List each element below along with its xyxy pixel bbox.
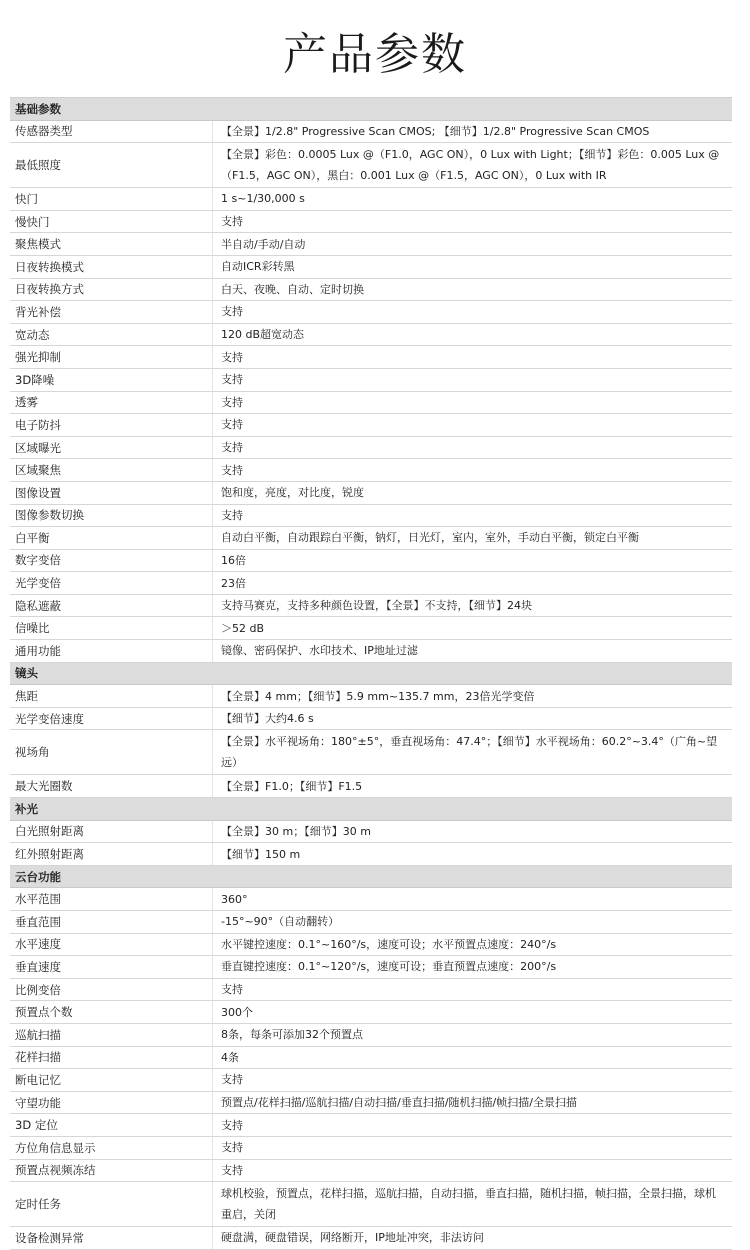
row-label: 传感器类型	[10, 121, 213, 143]
row-label: 宽动态	[10, 324, 213, 346]
table-row	[10, 911, 732, 934]
table-row	[10, 1137, 732, 1160]
row-label: 强光抑制	[10, 346, 213, 368]
row-value: -15°~90°（自动翻转）	[221, 915, 340, 929]
row-value: 支持	[221, 1141, 243, 1155]
table-row	[10, 482, 732, 505]
row-value: 支持马赛克，支持多种颜色设置，【全景】不支持，【细节】24块	[221, 599, 532, 613]
section-header: 补光	[10, 798, 732, 821]
row-label: 3D降噪	[10, 369, 213, 391]
page-title: 产品参数	[283, 29, 467, 80]
table-row	[10, 324, 732, 347]
table-row	[10, 188, 732, 211]
row-label: 3D 定位	[10, 1114, 213, 1136]
table-row	[10, 1047, 732, 1070]
row-label: 透雾	[10, 392, 213, 414]
row-value: 支持	[221, 1118, 243, 1132]
table-row	[10, 505, 732, 528]
table-row	[10, 1024, 732, 1047]
table-row	[10, 414, 732, 437]
table-row	[10, 211, 732, 234]
row-value: 8条，每条可添加32个预置点	[221, 1028, 363, 1042]
row-value: 硬盘满，硬盘错误，网络断开，IP地址冲突，非法访问	[221, 1231, 484, 1245]
table-row	[10, 550, 732, 573]
row-value: ＞52 dB	[221, 621, 265, 635]
section-header: 云台功能	[10, 866, 732, 889]
row-label: 预置点视频冻结	[10, 1160, 213, 1182]
row-label: 最低照度	[10, 143, 213, 187]
row-label: 快门	[10, 188, 213, 210]
row-label: 慢快门	[10, 211, 213, 233]
row-value: 支持	[221, 441, 243, 455]
table-row	[10, 1114, 732, 1137]
row-value: 支持	[221, 215, 243, 229]
row-value: 支持	[221, 1163, 243, 1177]
row-label: 方位角信息显示	[10, 1137, 213, 1159]
row-label: 图像参数切换	[10, 505, 213, 527]
row-label: 设备检测异常	[10, 1227, 213, 1249]
row-label: 光学变倍速度	[10, 708, 213, 730]
row-value: 【全景】彩色：0.0005 Lux @（F1.0，AGC ON），0 Lux with Light；【细节】彩色：0.005 Lux @（F1.5，AGC ON），黑白：0.001 Lux @（F1.5，AGC ON），0 Lux with IR	[221, 148, 720, 183]
table-row	[10, 730, 732, 775]
table-row	[10, 437, 732, 460]
table-row	[10, 301, 732, 324]
table-row	[10, 233, 732, 256]
row-value: 支持	[221, 373, 243, 387]
table-row	[10, 279, 732, 302]
row-label: 断电记忆	[10, 1069, 213, 1091]
table-row	[10, 640, 732, 663]
row-label: 预置点个数	[10, 1001, 213, 1023]
row-value: 支持	[221, 508, 243, 522]
row-label: 信噪比	[10, 617, 213, 639]
row-label: 视场角	[10, 730, 213, 774]
table-row	[10, 121, 732, 144]
row-value: 支持	[221, 395, 243, 409]
row-value: 120 dB超宽动态	[221, 328, 305, 342]
row-label: 最大光圈数	[10, 775, 213, 797]
row-label: 垂直范围	[10, 911, 213, 933]
row-value: 自动ICR彩转黑	[221, 260, 295, 274]
table-row	[10, 888, 732, 911]
row-label: 定时任务	[10, 1182, 213, 1226]
row-label: 红外照射距离	[10, 843, 213, 865]
table-row	[10, 956, 732, 979]
section-header: 镜头	[10, 663, 732, 686]
table-row	[10, 1182, 732, 1227]
row-label: 水平范围	[10, 888, 213, 910]
row-value: 预置点/花样扫描/巡航扫描/自动扫描/垂直扫描/随机扫描/帧扫描/全景扫描	[221, 1096, 577, 1110]
row-value: 支持	[221, 305, 243, 319]
table-row	[10, 527, 732, 550]
row-value: 支持	[221, 463, 243, 477]
row-label: 区域曝光	[10, 437, 213, 459]
table-row	[10, 392, 732, 415]
table-row	[10, 143, 732, 188]
row-value: 【细节】150 m	[221, 847, 301, 861]
row-value: 【全景】30 m；【细节】30 m	[221, 824, 371, 838]
row-value: 支持	[221, 1073, 243, 1087]
table-row	[10, 572, 732, 595]
table-row	[10, 1069, 732, 1092]
row-value: 支持	[221, 983, 243, 997]
row-label: 电子防抖	[10, 414, 213, 436]
table-row	[10, 775, 732, 798]
row-value: 360°	[221, 892, 248, 906]
row-value: 【全景】F1.0；【细节】F1.5	[221, 779, 363, 793]
row-value: 【细节】大约4.6 s	[221, 712, 314, 726]
table-row	[10, 843, 732, 866]
table-row	[10, 1160, 732, 1183]
row-value: 【全景】1/2.8" Progressive Scan CMOS; 【细节】1/2.8" Progressive Scan CMOS	[221, 124, 650, 138]
row-label: 花样扫描	[10, 1047, 213, 1069]
row-value: 支持	[221, 418, 243, 432]
table-row	[10, 1227, 732, 1250]
row-value: 16倍	[221, 553, 246, 567]
row-label: 守望功能	[10, 1092, 213, 1114]
row-label: 隐私遮蔽	[10, 595, 213, 617]
row-value: 1 s~1/30,000 s	[221, 192, 305, 206]
row-label: 通用功能	[10, 640, 213, 662]
table-row	[10, 979, 732, 1002]
table-row	[10, 685, 732, 708]
row-label: 白光照射距离	[10, 821, 213, 843]
row-value: 镜像、密码保护、水印技术、IP地址过滤	[221, 644, 418, 658]
row-label: 水平速度	[10, 934, 213, 956]
row-value: 自动白平衡，自动跟踪白平衡，钠灯，日光灯，室内，室外，手动白平衡，锁定白平衡	[221, 531, 639, 545]
table-row	[10, 346, 732, 369]
table-row	[10, 708, 732, 731]
row-value: 白天、夜晚、自动、定时切换	[221, 282, 364, 296]
row-label: 白平衡	[10, 527, 213, 549]
row-value: 300个	[221, 1005, 253, 1019]
table-row	[10, 1001, 732, 1024]
row-label: 光学变倍	[10, 572, 213, 594]
row-label: 日夜转换方式	[10, 279, 213, 301]
spec-table	[10, 97, 732, 1250]
row-value: 【全景】水平视场角：180°±5°，垂直视场角：47.4°；【细节】水平视场角：60.2°~3.4°（广角~望远）	[221, 735, 718, 770]
table-row	[10, 1092, 732, 1115]
row-label: 数字变倍	[10, 550, 213, 572]
row-label: 背光补偿	[10, 301, 213, 323]
row-value: 23倍	[221, 576, 246, 590]
table-row	[10, 369, 732, 392]
row-value: 垂直键控速度：0.1°~120°/s，速度可设；垂直预置点速度：200°/s	[221, 960, 557, 974]
row-label: 日夜转换模式	[10, 256, 213, 278]
row-value: 饱和度，亮度，对比度，锐度	[221, 486, 364, 500]
row-value: 球机校验，预置点，花样扫描，巡航扫描，自动扫描，垂直扫描，随机扫描，帧扫描，全景扫描，球机重启，关闭	[221, 1187, 716, 1222]
row-value: 半自动/手动/自动	[221, 237, 306, 251]
table-row	[10, 256, 732, 279]
row-label: 聚焦模式	[10, 233, 213, 255]
row-label: 区域聚焦	[10, 459, 213, 481]
table-row	[10, 595, 732, 618]
row-label: 焦距	[10, 685, 213, 707]
row-value: 水平键控速度：0.1°~160°/s，速度可设；水平预置点速度：240°/s	[221, 937, 557, 951]
row-value: 支持	[221, 350, 243, 364]
row-value: 4条	[221, 1050, 239, 1064]
row-label: 巡航扫描	[10, 1024, 213, 1046]
row-value: 【全景】4 mm；【细节】5.9 mm~135.7 mm，23倍光学变倍	[221, 689, 535, 703]
table-row	[10, 459, 732, 482]
section-header: 基础参数	[10, 98, 732, 121]
row-label: 比例变倍	[10, 979, 213, 1001]
table-row	[10, 617, 732, 640]
row-label: 垂直速度	[10, 956, 213, 978]
table-row	[10, 934, 732, 957]
row-label: 图像设置	[10, 482, 213, 504]
table-row	[10, 821, 732, 844]
